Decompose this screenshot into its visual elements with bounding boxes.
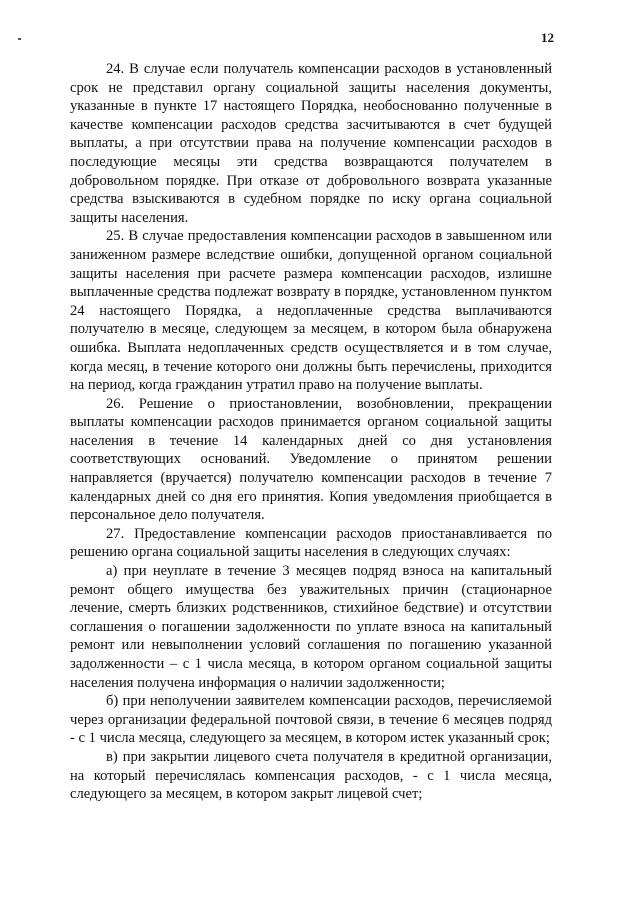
paragraph-27-c: в) при закрытии лицевого счета получателя в кредитной организации, на который перечислялась компенсация расходов, - с 1 числа месяца, следующего за месяцем, в котором закрыт лицевой счет; [70, 748, 552, 803]
paragraph-27-a: а) при неуплате в течение 3 месяцев подряд взноса на капитальный ремонт общего имущества без уважительных причин (стационарное лечение, смерть близких родственников, стихийное бедствие) и отсутствии соглашения о погашении задолженности по уплате взноса на капитальный ремонт или невыполнении условий соглашения по погашению указанной задолженности – с 1 числа месяца, в котором органом социальной защиты населения получена информация о наличии задолженности; [70, 563, 552, 691]
paragraph-27: 27. Предоставление компенсации расходов приостанавливается по решению органа социальной защиты населения в следующих случаях: [70, 525, 552, 561]
paragraph-24: 24. В случае если получатель компенсации расходов в установленный срок не представил органу социальной защиты населения документы, указанные в пункте 17 настоящего Порядка, необоснованно полученные в качестве компенсации расходов средства засчитываются в счет будущей выплаты, а при отсутствии права на получение компенсации расходов в последующие месяцы эти средства возвращаются получателем в добровольном порядке. При отказе от добровольного возврата указанные средства взыскиваются в судебном порядке по иску органа социальной защиты населения. [70, 61, 552, 226]
paragraph-27-b: б) при неполучении заявителем компенсации расходов, перечисляемой через организации федеральной почтовой связи, в течение 6 месяцев подряд - с 1 числа месяца, следующего за месяцем, в котором истек указанный срок; [70, 693, 552, 747]
document-body [70, 60, 552, 804]
paragraph-26: 26. Решение о приостановлении, возобновлении, прекращении выплаты компенсации расходов принимается органом социальной защиты населения в течение 14 календарных дней со дня установления соответствующих оснований. Уведомление о принятом решении направляется (вручается) получателю компенсации расходов в течение 7 календарных дней со дня его принятия. Копия уведомления приобщается в персональное дело получателя. [70, 395, 552, 524]
scan-mark [18, 38, 21, 40]
page-number: 12 [541, 30, 554, 45]
paragraph-25: 25. В случае предоставления компенсации расходов в завышенном или заниженном размере вследствие ошибки, допущенной органом социальной защиты населения при расчете размера компенсации расходов, излишне выплаченные средства подлежат возврату в порядке, установленном пунктом 24 настоящего Порядка, а недоплаченные средства выплачиваются получателю в месяце, следующем за месяцем, в котором была обнаружена ошибка. Выплата недоплаченных средств осуществляется и в том случае, когда месяц, в течение которого они должны быть перечислены, приходится на период, когда гражданин утратил право на получение выплаты. [70, 228, 552, 394]
